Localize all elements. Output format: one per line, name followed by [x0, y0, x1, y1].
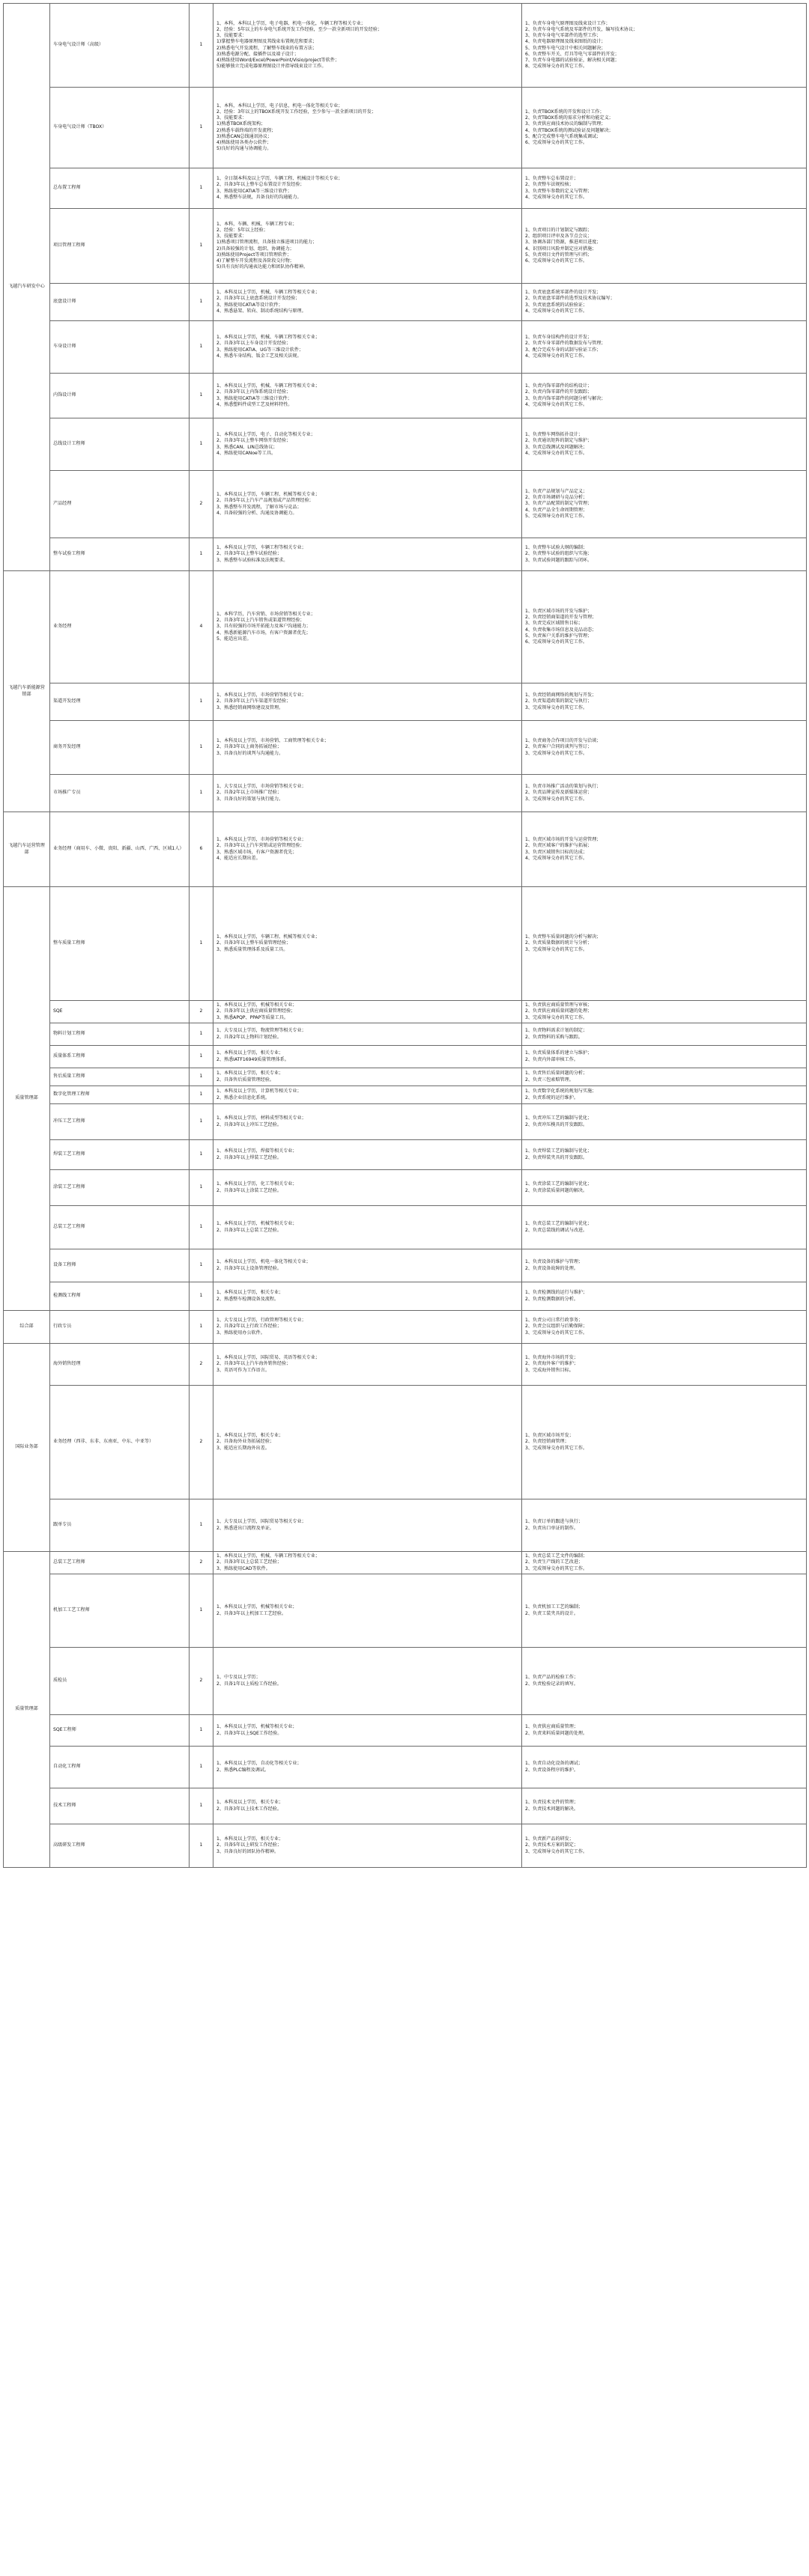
table-row — [4, 471, 807, 538]
requirements-cell: 1、本科及以上学历，市场营销等相关专业； 2、具备3年以上汽车营销或运营管理经验； 3、熟悉区域市场，有客户资源者优先； 4、能适应长期出差。 — [213, 812, 522, 887]
duties-cell: 1、负责设备的维护与管理； 2、负责设备故障的处理。 — [522, 1249, 807, 1282]
table-row — [4, 284, 807, 321]
table-row — [4, 4, 807, 88]
position-cell: 整车质量工程师 — [50, 887, 190, 1001]
duties-cell: 1、负责项目的计划制定与跟踪； 2、组织项目评审及各节点会议； 3、协调各部门资源，推进项目进度； 4、识别项目风险并制定应对措施； 5、负责项目文件的管理与归档； 6、完成领导交办的其它工作。 — [522, 209, 807, 284]
requirements-cell: 1、本科及以上学历，材料成型等相关专业； 2、具备3年以上冲压工艺经验。 — [213, 1104, 522, 1140]
headcount-cell: 1 — [190, 1104, 213, 1140]
duties-cell: 1、负责新产品的研发； 2、负责技术方案的制定； 3、完成领导交办的其它工作。 — [522, 1824, 807, 1868]
table-row — [4, 1023, 807, 1046]
requirements-cell: 1、大专及以上学历，物流管理等相关专业； 2、具备2年以上物料计划经验。 — [213, 1023, 522, 1046]
position-cell: 整车试验工程师 — [50, 538, 190, 571]
table-row — [4, 1311, 807, 1344]
headcount-cell: 1 — [190, 374, 213, 418]
position-cell: 渠道开发经理 — [50, 683, 190, 721]
headcount-cell: 1 — [190, 418, 213, 471]
position-cell: 业务经理（西非、东非、东南亚、中东、中亚等） — [50, 1386, 190, 1499]
table-row — [4, 1170, 807, 1206]
position-cell: 市场推广专员 — [50, 775, 190, 812]
headcount-cell: 1 — [190, 88, 213, 168]
job-table-body — [4, 4, 807, 1868]
duties-cell: 1、负责冲压工艺的编制与优化； 2、负责冲压模具的开发跟踪。 — [522, 1104, 807, 1140]
duties-cell: 1、负责整车试验大纲的编制； 2、负责整车试验的组织与实施； 3、负责试验问题的跟踪与闭环。 — [522, 538, 807, 571]
table-row — [4, 1747, 807, 1788]
table-row — [4, 887, 807, 1001]
table-row — [4, 1140, 807, 1170]
table-row — [4, 374, 807, 418]
duties-cell: 1、负责车身结构件的设计开发； 2、负责车身零部件的数据发布与管理； 3、配合完成车身的试制与验证工作； 4、完成领导交办的其它工作。 — [522, 321, 807, 374]
headcount-cell: 1 — [190, 1282, 213, 1311]
table-row — [4, 418, 807, 471]
requirements-cell: 1、本科及以上学历，机械、车辆工程等相关专业； 2、具备3年以上内饰系统设计经验； 3、熟练使用CATIA等三维设计软件； 4、熟悉塑料件成型工艺及材料特性。 — [213, 374, 522, 418]
requirements-cell: 1、本科及以上学历，自动化等相关专业； 2、熟悉PLC编程及调试。 — [213, 1747, 522, 1788]
requirements-cell: 1、全日制本科及以上学历，车辆工程、机械设计等相关专业； 2、具备3年以上整车总布置设计开发经验； 3、熟练使用CATIA等三维设计软件； 4、熟悉整车法规，具备良好的沟通能力。 — [213, 168, 522, 209]
duties-cell: 1、负责自动化设备的调试； 2、负责设备程序的维护。 — [522, 1747, 807, 1788]
requirements-cell: 1、本科及以上学历，相关专业； 2、熟悉整车检测设备及流程。 — [213, 1282, 522, 1311]
table-row — [4, 1046, 807, 1068]
position-cell: 数字化管理工程师 — [50, 1086, 190, 1104]
table-row — [4, 1086, 807, 1104]
position-cell: 冲压工艺工程师 — [50, 1104, 190, 1140]
duties-cell: 1、负责订单的跟进与执行； 2、负责出口单证的制作。 — [522, 1499, 807, 1552]
headcount-cell: 1 — [190, 683, 213, 721]
duties-cell: 1、负责焊装工艺的编制与优化； 2、负责焊装夹具的开发跟踪。 — [522, 1140, 807, 1170]
headcount-cell: 2 — [190, 471, 213, 538]
department-cell: 质量管理部 — [4, 887, 50, 1311]
headcount-cell: 1 — [190, 1824, 213, 1868]
duties-cell: 1、负责商务合作项目的开发与洽谈； 2、负责客户合同的谈判与签订； 3、完成领导交办的其它工作。 — [522, 721, 807, 775]
position-cell: 高级研发工程师 — [50, 1824, 190, 1868]
duties-cell: 1、负责区域市场的开发与运营管理； 2、负责区域客户的维护与拓展； 3、负责区域销售目标的达成； 4、完成领导交办的其它工作。 — [522, 812, 807, 887]
duties-cell: 1、负责技术文件的管理； 2、负责技术问题的解决。 — [522, 1788, 807, 1824]
duties-cell: 1、负责内饰零部件的结构设计； 2、负责内饰零部件的开发跟踪； 3、负责内饰零部件的问题分析与解决； 4、完成领导交办的其它工作。 — [522, 374, 807, 418]
position-cell: 总装工艺工程师 — [50, 1206, 190, 1249]
position-cell: 总布置工程师 — [50, 168, 190, 209]
duties-cell: 1、负责物料需求计划的制定； 2、负责物料的采购与跟踪。 — [522, 1023, 807, 1046]
requirements-cell: 1、本科及以上学历，车辆工程、机械等相关专业； 2、具备5年以上汽车产品规划或产品管理经验； 3、熟悉整车开发流程，了解市场与竞品； 4、具备较强的分析、沟通及协调能力。 — [213, 471, 522, 538]
position-cell: 行政专员 — [50, 1311, 190, 1344]
requirements-cell: 1、本科及以上学历，车辆工程等相关专业； 2、具备3年以上整车试验经验； 3、熟悉整车试验标准及法规要求。 — [213, 538, 522, 571]
duties-cell: 1、负责数字化系统的规划与实施； 2、负责系统的运行维护。 — [522, 1086, 807, 1104]
headcount-cell: 1 — [190, 1086, 213, 1104]
duties-cell: 1、负责产品的检验工作； 2、负责检验记录的填写。 — [522, 1648, 807, 1715]
headcount-cell: 1 — [190, 1170, 213, 1206]
position-cell: 总线设计工程师 — [50, 418, 190, 471]
position-cell: 质量体系工程师 — [50, 1046, 190, 1068]
table-row — [4, 1788, 807, 1824]
table-row — [4, 1824, 807, 1868]
requirements-cell: 1、本科及以上学历，化工等相关专业； 2、具备3年以上涂装工艺经验。 — [213, 1170, 522, 1206]
table-row — [4, 1574, 807, 1648]
department-cell: 飞越汽车新能源营销部 — [4, 571, 50, 812]
requirements-cell: 1、大专及以上学历，国际贸易等相关专业； 2、熟悉进出口流程及单证。 — [213, 1499, 522, 1552]
requirements-cell: 1、本科及以上学历，相关专业； 2、具备3年以上技术工作经验。 — [213, 1788, 522, 1824]
duties-cell: 1、负责质量体系的建立与维护； 2、负责内外部审核工作。 — [522, 1046, 807, 1068]
headcount-cell: 1 — [190, 321, 213, 374]
department-cell: 飞越汽车运营管理部 — [4, 812, 50, 887]
duties-cell: 1、负责海外市场的开发； 2、负责海外客户的维护； 3、完成海外销售目标。 — [522, 1344, 807, 1386]
table-row — [4, 168, 807, 209]
duties-cell: 1、负责整车质量问题的分析与解决； 2、负责质量数据的统计与分析； 3、完成领导交办的其它工作。 — [522, 887, 807, 1001]
position-cell: 技术工程师 — [50, 1788, 190, 1824]
duties-cell: 1、负责总装工艺文件的编制； 2、负责生产线的工艺改进； 3、完成领导交办的其它工作。 — [522, 1552, 807, 1574]
position-cell: 焊装工艺工程师 — [50, 1140, 190, 1170]
duties-cell: 1、负责检测线的运行与维护； 2、负责检测数据的分析。 — [522, 1282, 807, 1311]
department-cell: 综合部 — [4, 1311, 50, 1344]
position-cell: 车身电气设计师（TBOX） — [50, 88, 190, 168]
requirements-cell: 1、本科及以上学历，机械等相关专业； 2、具备3年以上SQE工作经验。 — [213, 1715, 522, 1747]
headcount-cell: 1 — [190, 1046, 213, 1068]
table-row — [4, 1386, 807, 1499]
requirements-cell: 1、本科及以上学历，相关专业； 2、具备海外业务拓展经验； 3、能适应长期海外出差。 — [213, 1386, 522, 1499]
position-cell: 质检员 — [50, 1648, 190, 1715]
position-cell: 涂装工艺工程师 — [50, 1170, 190, 1206]
requirements-cell: 1、本科及以上学历，市场营销等相关专业； 2、具备3年以上汽车渠道开发经验； 3、熟悉经销商网络建设及管理。 — [213, 683, 522, 721]
table-row — [4, 1344, 807, 1386]
table-row — [4, 1648, 807, 1715]
table-row — [4, 1001, 807, 1023]
duties-cell: 1、负责整车总布置设计； 2、负责整车法规校核； 3、负责整车参数的定义与管理； 4、完成领导交办的其它工作。 — [522, 168, 807, 209]
department-cell: 质量管理部 — [4, 1552, 50, 1868]
headcount-cell: 1 — [190, 887, 213, 1001]
requirements-cell: 1、本科及以上学历，机电一体化等相关专业； 2、具备3年以上设备管理经验。 — [213, 1249, 522, 1282]
table-row — [4, 775, 807, 812]
requirements-cell: 1、中专及以上学历； 2、具备1年以上质检工作经验。 — [213, 1648, 522, 1715]
table-row — [4, 812, 807, 887]
headcount-cell: 1 — [190, 284, 213, 321]
headcount-cell: 2 — [190, 1344, 213, 1386]
table-row — [4, 1068, 807, 1086]
headcount-cell: 1 — [190, 1068, 213, 1086]
position-cell: 设备工程师 — [50, 1249, 190, 1282]
requirements-cell: 1、本科及以上学历，机械等相关专业； 2、具备3年以上供应商质量管理经验； 3、熟悉APQP、PPAP等质量工具。 — [213, 1001, 522, 1023]
position-cell: SQE工程师 — [50, 1715, 190, 1747]
headcount-cell: 1 — [190, 538, 213, 571]
table-row — [4, 1206, 807, 1249]
table-row — [4, 721, 807, 775]
duties-cell: 1、负责供应商质量管理； 2、负责来料质量问题的处理。 — [522, 1715, 807, 1747]
position-cell: 内饰设计师 — [50, 374, 190, 418]
headcount-cell: 1 — [190, 1023, 213, 1046]
headcount-cell: 1 — [190, 721, 213, 775]
requirements-cell: 1、本科及以上学历，电子、自动化等相关专业； 2、具备3年以上整车网络开发经验； 3、熟悉CAN、LIN总线协议； 4、熟练使用CANoe等工具。 — [213, 418, 522, 471]
headcount-cell: 1 — [190, 775, 213, 812]
department-cell: 飞越汽车研发中心 — [4, 4, 50, 571]
requirements-cell: 1、本科及以上学历，焊接等相关专业； 2、具备3年以上焊装工艺经验。 — [213, 1140, 522, 1170]
requirements-cell: 1、本科及以上学历，相关专业； 2、熟悉IATF16949质量管理体系。 — [213, 1046, 522, 1068]
table-row — [4, 1715, 807, 1747]
duties-cell: 1、负责供应商质量管理与审核； 2、负责供应商质量问题的处理； 3、完成领导交办的其它工作。 — [522, 1001, 807, 1023]
position-cell: 自动化工程师 — [50, 1747, 190, 1788]
duties-cell: 1、负责市场推广活动的策划与执行； 2、负责品牌宣传及新媒体运营； 3、完成领导交办的其它工作。 — [522, 775, 807, 812]
requirements-cell: 1、本科及以上学历，机械、车辆工程等相关专业； 2、具备3年以上车身设计开发经验； 3、熟练使用CATIA、UG等三维设计软件； 4、熟悉车身结构、钣金工艺及相关法规。 — [213, 321, 522, 374]
headcount-cell: 2 — [190, 1648, 213, 1715]
table-row — [4, 1249, 807, 1282]
position-cell: 业务经理（商用车、小微、贵阳、新疆、山西、广西、区域1人） — [50, 812, 190, 887]
duties-cell: 1、负责产品规划与产品定义； 2、负责市场调研与竞品分析； 3、负责产品配置的制定与管理； 4、负责产品全生命周期管理； 5、完成领导交办的其它工作。 — [522, 471, 807, 538]
duties-cell: 1、负责总装工艺的编制与优化； 2、负责总装线的调试与改进。 — [522, 1206, 807, 1249]
headcount-cell: 1 — [190, 168, 213, 209]
headcount-cell: 1 — [190, 1499, 213, 1552]
duties-cell: 1、负责区域市场的开发与维护； 2、负责经销商渠道的开发与管理； 3、负责完成区域销售目标； 4、负责收集市场信息及竞品动态； 5、负责客户关系的维护与管理； 6、完成领导交办的其它工作。 — [522, 571, 807, 683]
requirements-cell: 1、本科及以上学历，机械、车辆工程等相关专业； 2、具备3年以上总装工艺经验； 3、熟练使用CAD等软件。 — [213, 1552, 522, 1574]
table-row — [4, 538, 807, 571]
table-row — [4, 88, 807, 168]
headcount-cell: 1 — [190, 1574, 213, 1648]
duties-cell: 1、负责底盘系统零部件的设计开发； 2、负责底盘零部件的选型及技术协议编写； 3、负责底盘系统的试验验证； 4、完成领导交办的其它工作。 — [522, 284, 807, 321]
headcount-cell: 6 — [190, 812, 213, 887]
table-row — [4, 1282, 807, 1311]
headcount-cell: 1 — [190, 1715, 213, 1747]
duties-cell: 1、负责机加工工艺的编制； 2、负责工装夹具的设计。 — [522, 1574, 807, 1648]
table-row — [4, 683, 807, 721]
position-cell: 项目管理工程师 — [50, 209, 190, 284]
headcount-cell: 1 — [190, 4, 213, 88]
duties-cell: 1、负责整车网络拓扑设计； 2、负责通讯矩阵的制定与维护； 3、负责总线测试及问题解决； 4、完成领导交办的其它工作。 — [522, 418, 807, 471]
headcount-cell: 2 — [190, 1386, 213, 1499]
requirements-cell: 1、本科，本科以上学历，电子信息，机电一体化等相关专业； 2、经验：3年以上的TBOX系统开发工作经验，至少参与一款全新项目的开发； 3、技能要求： 1)熟悉TBOX系统架构； 2)熟悉车载终端的开发流程； 3)熟悉CAN总线通讯协议； 4)熟练使用各类办公软件； 5)良好的沟通与协调能力。 — [213, 88, 522, 168]
requirements-cell: 1、本科，本科以上学历，电子电器、机电一体化，车辆工程等相关专业； 2、经验：5年以上的车身电气系统开发工作经验，至少一款全新项目的开发经验； 3、技能要求： 1)掌握整车电器原理图及其线束布置规范和要求； 2)熟悉电气开发流程，了解整车线束的布置方法； 3)熟悉电源分配、接插件以及端子设计； 4)熟练使用Word/Excel/PowerPoint/Visio/project等软件； 5)能够独立完成电器原理图设计并指导线束设计工作。 — [213, 4, 522, 88]
position-cell: 业务经理 — [50, 571, 190, 683]
table-row — [4, 1499, 807, 1552]
table-row — [4, 1104, 807, 1140]
requirements-cell: 1、本科及以上学历，相关专业； 2、具备5年以上研发工作经验； 3、具备良好的团队协作精神。 — [213, 1824, 522, 1868]
position-cell: SQE — [50, 1001, 190, 1023]
headcount-cell: 1 — [190, 1747, 213, 1788]
duties-cell: 1、负责TBOX系统的开发和设计工作； 2、负责TBOX系统的需求分析和功能定义； 3、负责供应商技术协议的编制与管理； 4、负责TBOX系统的测试验证及问题解决； 5、配合完成整车电气系统集成调试； 6、完成领导交办的其它工作。 — [522, 88, 807, 168]
department-cell: 国际业务部 — [4, 1344, 50, 1552]
headcount-cell: 2 — [190, 1552, 213, 1574]
table-row — [4, 209, 807, 284]
duties-cell: 1、负责售后质量问题的分析； 2、负责三包索赔管理。 — [522, 1068, 807, 1086]
position-cell: 产品经理 — [50, 471, 190, 538]
duties-cell: 1、负责公司日常行政事务； 2、负责会议组织与后勤保障； 3、完成领导交办的其它工作。 — [522, 1311, 807, 1344]
position-cell: 跟单专员 — [50, 1499, 190, 1552]
requirements-cell: 1、本科及以上学历，机械等相关专业； 2、具备3年以上机加工工艺经验。 — [213, 1574, 522, 1648]
headcount-cell: 1 — [190, 1788, 213, 1824]
duties-cell: 1、负责区域市场开发； 2、负责经销商管理； 3、完成领导交办的其它工作。 — [522, 1386, 807, 1499]
position-cell: 机加工工艺工程师 — [50, 1574, 190, 1648]
headcount-cell: 1 — [190, 209, 213, 284]
requirements-cell: 1、本科及以上学历，计算机等相关专业； 2、熟悉企业信息化系统。 — [213, 1086, 522, 1104]
headcount-cell: 1 — [190, 1249, 213, 1282]
requirements-cell: 1、大专及以上学历，行政管理等相关专业； 2、具备2年以上行政工作经验； 3、熟练使用办公软件。 — [213, 1311, 522, 1344]
headcount-cell: 2 — [190, 1001, 213, 1023]
requirements-cell: 1、本科及以上学历，机械、车辆工程等相关专业； 2、具备3年以上底盘系统设计开发经验； 3、熟练使用CATIA等设计软件； 4、熟悉悬架、转向、制动系统结构与原理。 — [213, 284, 522, 321]
headcount-cell: 1 — [190, 1206, 213, 1249]
position-cell: 检测线工程师 — [50, 1282, 190, 1311]
position-cell: 物料计划工程师 — [50, 1023, 190, 1046]
headcount-cell: 1 — [190, 1311, 213, 1344]
duties-cell: 1、负责经销商网络的规划与开发； 2、负责渠道政策的制定与执行； 3、完成领导交办的其它工作。 — [522, 683, 807, 721]
table-row — [4, 321, 807, 374]
headcount-cell: 4 — [190, 571, 213, 683]
table-row — [4, 1552, 807, 1574]
position-cell: 车身电气设计师（高级） — [50, 4, 190, 88]
requirements-cell: 1、本科学历，汽车营销、市场营销等相关专业； 2、具备3年以上汽车销售或渠道管理经验； 3、具有较强的市场开拓能力及客户沟通能力； 4、熟悉新能源汽车市场，有客户资源者优先； 5、能适应出差。 — [213, 571, 522, 683]
requirements-cell: 1、本科，车辆、机械、车辆工程专业； 2、经验：5年以上经验； 3、技能要求： 1)熟悉项目管理流程，具备独立推进项目的能力； 2)具备较强的计划、组织、协调能力； 3)熟练使用Project等项目管理软件； 4)了解整车开发流程及各阶段交付物； 5)具有良好的沟通表达能力和团队协作精神。 — [213, 209, 522, 284]
position-cell: 总装工艺工程师 — [50, 1552, 190, 1574]
position-cell: 商务开发经理 — [50, 721, 190, 775]
requirements-cell: 1、本科及以上学历，国际贸易、英语等相关专业； 2、具备3年以上汽车海外销售经验； 3、英语可作为工作语言。 — [213, 1344, 522, 1386]
requirements-cell: 1、本科及以上学历，机械等相关专业； 2、具备3年以上总装工艺经验。 — [213, 1206, 522, 1249]
duties-cell: 1、负责涂装工艺的编制与优化； 2、负责涂装质量问题的解决。 — [522, 1170, 807, 1206]
requirements-cell: 1、本科及以上学历，市场营销、工商管理等相关专业； 2、具备3年以上商务拓展经验； 3、具备良好的谈判与沟通能力。 — [213, 721, 522, 775]
job-table — [3, 3, 807, 1868]
position-cell: 底盘设计师 — [50, 284, 190, 321]
position-cell: 海外销售经理 — [50, 1344, 190, 1386]
requirements-cell: 1、本科及以上学历，车辆工程、机械等相关专业； 2、具备3年以上整车质量管理经验； 3、熟悉质量管理体系及质量工具。 — [213, 887, 522, 1001]
requirements-cell: 1、大专及以上学历，市场营销等相关专业； 2、具备2年以上市场推广经验； 3、具备良好的策划与执行能力。 — [213, 775, 522, 812]
position-cell: 售后质量工程师 — [50, 1068, 190, 1086]
duties-cell: 1、负责车身电气原理图及线束设计工作； 2、负责车身电气系统及零部件的开发，编写技术协议； 3、负责车身电气零部件的选型工作； 4、负责电器原理图及线束图纸的设计； 5、负责整车电气设计中相关问题解决； 6、负责整车开关、灯具等电气零部件的开发； 7、负责车身电器的试验验证，解决相关问题； 8、完成领导交办的其它工作。 — [522, 4, 807, 88]
position-cell: 车身设计师 — [50, 321, 190, 374]
table-row — [4, 571, 807, 683]
requirements-cell: 1、本科及以上学历，相关专业； 2、具备售后质量管理经验。 — [213, 1068, 522, 1086]
headcount-cell: 1 — [190, 1140, 213, 1170]
